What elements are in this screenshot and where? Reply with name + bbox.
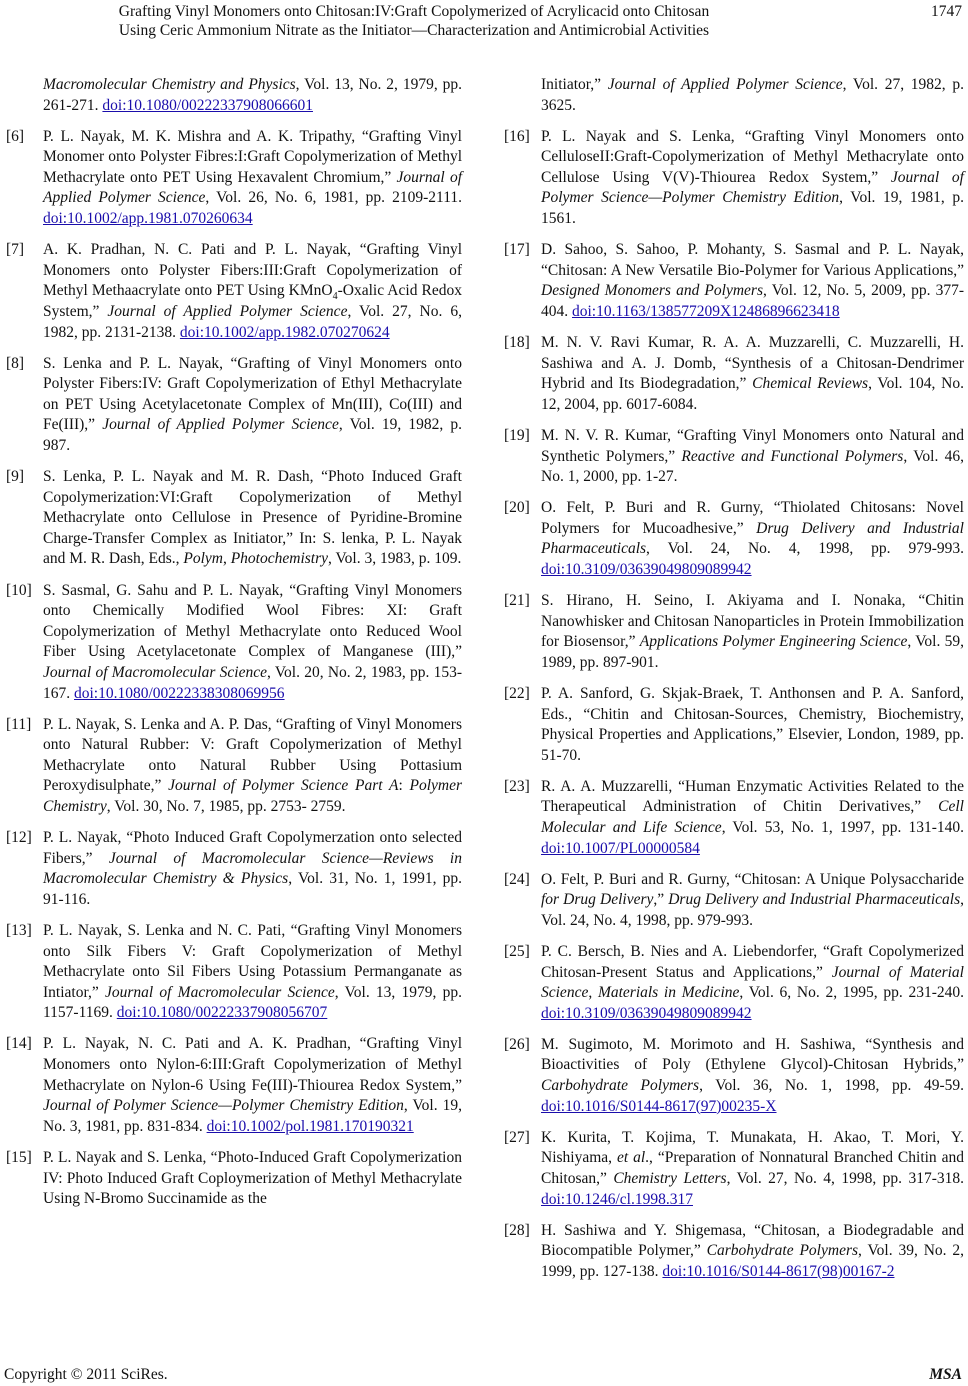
reference-text: P. L. Nayak and S. Lenka, “Photo-Induced Graft Copolymerization IV: Photo Induced Graft Coploymerization of Methyl Methacrylate Using N-Bromo Succinamide as the [43,1148,462,1208]
references-right-column [504,75,964,1293]
reference-entry [504,426,964,488]
reference-number: [10] [6,581,32,599]
reference-source-italic: Cell Molecular and Life Science [541,798,964,836]
doi-link[interactable]: doi:10.1080/00222338308069956 [74,684,285,702]
page-number: 1747 [931,3,962,20]
reference-number: [8] [6,354,25,372]
reference-text: M. N. V. R. Kumar, “Grafting Vinyl Monomers onto Natural and Synthetic Polymers,” [541,426,964,465]
reference-entry [6,921,462,1024]
reference-entry [6,467,462,570]
reference-text: -Oxalic Acid Redox System,” [43,282,462,320]
reference-source-italic: Journal of Polymer Science Part A [168,777,399,795]
reference-number: [13] [6,921,32,939]
reference-text: , Vol. 20, No. 2, 1983, pp. 153-167. [43,663,463,702]
doi-link[interactable]: doi:10.1080/00222337908056707 [116,1004,328,1022]
reference-text: , Vol. 27, No. 6, 1982, pp. 2131-2138. [43,302,462,341]
reference-source-italic: Journal of Applied Polymer Science [607,76,843,93]
reference-number: [24] [504,870,530,888]
reference-source-italic: Journal of Macromolecular Science [104,983,335,1001]
reference-number: [16] [504,127,530,145]
reference-source-italic: Polym [183,550,223,568]
reference-number: [26] [504,1035,530,1053]
reference-number: [28] [504,1221,530,1239]
reference-number: [17] [504,241,530,259]
reference-text: D. Sahoo, S. Sahoo, P. Mohanty, S. Sasmal and P. L. Nayak, “Chitosan: A New Versatile Bio-Polymer for Various Applications,” [541,241,964,279]
reference-text: K. Kurita, T. Kojima, T. Munakata, H. Akao, T. Mori, Y. Nishiyama, [541,1128,964,1167]
reference-text: , [588,984,598,1002]
reference-number: [9] [6,468,25,486]
reference-number: [27] [504,1128,530,1146]
reference-number: [12] [6,829,32,847]
reference-text: ,” [653,891,669,909]
reference-text: , Vol. 19, No. 3, 1981, pp. 831-834. [43,1097,462,1135]
reference-source-italic: Journal of Polymer Science—Polymer Chemistry Edition [43,1097,404,1115]
doi-link[interactable]: doi:10.1246/cl.1998.317 [541,1190,693,1208]
reference-text: S. Sasmal, G. Sahu and P. L. Nayak, “Grafting Vinyl Monomers onto Chemically Modified Wool Fibres: XI: Graft Copolymerization of Methyl Methacrylate onto Reduced Wool Fiber Using Acetylacetonate Complex of Manganese (III),” [43,581,462,661]
reference-text: S. Lenka and P. L. Nayak, “Grafting of Vinyl Monomers onto Polyster Fibers:IV: Graft Copolymerization of Ethyl Methacrylate on PET Using Acetylacetonate Complex of Mn(III), Co(III) and Fe(III),” [43,354,462,434]
reference-text: S. Lenka, P. L. Nayak and M. R. Dash, “Photo Induced Graft Copolymerization:VI:Graft Copolymerization of Methyl Methacrylate onto Cellulose in Presence of Pyridine-Bromine Charge-Transfer Complex as Initiator,” In: S. lenka, P. L. Nayak and M. R. Dash, Eds., [43,468,462,568]
reference-entry [6,715,462,818]
reference-text: O. Felt, P. Buri and R. Gurny, “Chitosan: A Unique Polysaccharide [541,870,964,888]
reference-entry [504,240,964,322]
reference-entry [504,1221,964,1283]
reference-entry [6,240,462,343]
doi-link[interactable]: doi:10.1016/S0144-8617(97)00235-X [541,1097,777,1115]
doi-link[interactable]: doi:10.1002/pol.1981.170190321 [206,1117,414,1135]
subscript-text: 4 [332,291,338,303]
journal-abbreviation: MSA [929,1366,962,1383]
reference-text: R. A. A. Muzzarelli, “Human Enzymatic Activities Related to the Therapeutical Administration of Chitin Derivatives,” [541,777,964,816]
reference-text: H. Sashiwa and Y. Shigemasa, “Chitosan, a Biodegradable and Biocompatible Polymer,” [541,1221,964,1260]
doi-link[interactable]: doi:10.1007/PL00000584 [541,839,700,857]
reference-source-italic: Journal of Macromolecular Science—Reviews in Macromolecular Chemistry & Physics [43,849,462,888]
doi-link[interactable]: doi:10.1002/app.1981.070260634 [43,210,253,228]
reference-text: , Vol. 36, No. 1, 1998, pp. 49-59. [699,1077,964,1095]
reference-source-italic: Drug Delivery and Industrial Pharmaceuticals [541,519,964,558]
reference-text: , Vol. 19, 1981, p. 1561. [541,189,964,228]
reference-entry [504,591,964,673]
reference-text: , Vol. 12, No. 5, 2009, pp. 377-404. [541,282,964,320]
reference-text: P. L. Nayak, S. Lenka and A. P. Das, “Grafting of Vinyl Monomers onto Natural Rubber: V: Graft Copolymerization of Methyl Methacrylate onto Natural Rubber Using Pottasium Peroxydisulphate,” [43,715,462,795]
reference-source-italic: Reactive and Functional Polymers [681,447,904,465]
reference-source-italic: Applications Polymer Engineering Science [639,633,908,651]
reference-text: , Vol. 13, No. 2, 1979, pp. 261-271. [43,76,462,114]
reference-text: ., “Preparation of Nonnatural Branched Chitin and Chitosan,” [541,1149,964,1187]
doi-link[interactable]: doi:10.1080/00222337908066601 [102,96,313,114]
reference-source-italic: Journal of Polymer Science—Polymer Chemistry Edition [541,168,964,207]
reference-source-italic: for Drug Delivery [541,891,654,909]
reference-number: [25] [504,942,530,960]
reference-entry [504,1128,964,1210]
reference-text: , Vol. 24, No. 4, 1998, pp. 979-993. [646,540,964,558]
reference-entry [504,684,964,766]
reference-number: [6] [6,127,25,145]
reference-text: , Vol. 53, No. 1, 1997, pp. 131-140. [721,819,964,836]
reference-source-italic: et al [616,1149,646,1167]
reference-source-italic: Polymer Chemistry [43,777,462,815]
reference-text: : [398,777,410,795]
reference-text: , Vol. 27, No. 4, 1998, pp. 317-318. [726,1169,965,1187]
references-left-column [6,75,462,1220]
reference-source-italic: Macromolecular Chemistry and Physics [43,76,296,93]
reference-text: A. K. Pradhan, N. C. Pati and P. L. Nayak, “Grafting Vinyl Monomers onto Polyster Fibers:III:Graft Copolymerization of Methyl Methaacrylate onto PET Using KMnO [43,241,462,300]
reference-text: , Vol. 46, No. 1, 2000, pp. 1-27. [541,447,964,486]
reference-entry [6,828,462,910]
reference-entry [504,75,964,116]
reference-source-italic: Carbohydrate Polymers [541,1077,700,1095]
reference-number: [23] [504,777,530,795]
reference-text: P. L. Nayak, “Photo Induced Graft Copolymerzation onto selected Fibers,” [43,829,462,867]
page-footer [0,1365,968,1386]
header-title-line1: Grafting Vinyl Monomers onto Chitosan:IV:Graft Copolymerized of Acrylicacid onto Chitosan [118,3,710,20]
doi-link[interactable]: doi:10.3109/03639049809089942 [541,560,752,578]
reference-number: [14] [6,1035,32,1053]
reference-text: , [222,550,231,568]
reference-entry [504,777,964,859]
header-title-line2: Using Ceric Ammonium Nitrate as the Initiator—Characterization and Antimicrobial Activities [118,22,710,39]
reference-source-italic: Drug Delivery and Industrial Pharmaceuticals [668,891,961,909]
copyright-notice: Copyright © 2011 SciRes. [4,1366,168,1383]
reference-entry [6,75,462,116]
reference-entry [504,333,964,415]
reference-entry [504,942,964,1024]
reference-entry [504,498,964,580]
doi-link[interactable]: doi:10.1002/app.1982.070270624 [179,323,390,341]
reference-text: , Vol. 13, 1979, pp. 1157-1169. [43,983,462,1022]
reference-entry [6,1034,462,1137]
reference-source-italic: Photochemistry [230,550,329,568]
reference-source-italic: Chemical Reviews [752,375,869,393]
reference-entry [504,1035,964,1117]
reference-number: [19] [504,426,530,444]
reference-source-italic: Chemistry Letters [613,1169,727,1187]
reference-source-italic: Designed Monomers and Polymers [541,282,763,300]
doi-link[interactable]: doi:10.3109/03639049809089942 [541,1004,752,1022]
reference-source-italic: Materials in Medicine [597,984,740,1002]
reference-number: [15] [6,1148,32,1166]
reference-text: P. L. Nayak and S. Lenka, “Grafting Vinyl Monomers onto CelluloseII:Graft-Copolymerization of Methyl Methacrylate onto Cellulose Using V(V)-Thiourea Redox System,” [541,127,964,186]
reference-text: , Vol. 6, No. 2, 1995, pp. 231-240. [739,984,965,1002]
reference-number: [18] [504,334,530,352]
doi-link[interactable]: doi:10.1163/138577209X12486896623418 [572,302,840,320]
reference-text: M. N. V. Ravi Kumar, R. A. A. Muzzarelli, C. Muzzarelli, H. Sashiwa and A. J. Domb, “Synthesis of a Chitosan-Dendrimer Hybrid and Its Biodegradation,” [541,334,964,393]
reference-text: , Vol. 26, No. 6, 1981, pp. 2109-2111. [205,189,462,207]
reference-entry [6,581,462,705]
reference-text: P. L. Nayak, N. C. Pati and A. K. Pradhan, “Grafting Vinyl Monomers onto Nylon-6:III:Graft Copolymerization of Methyl Methacrylate on Nylon-6 Using Fe(III)-Thiourea Redox System,” [43,1035,462,1094]
reference-number: [20] [504,499,530,517]
reference-text: P. L. Nayak, M. K. Mishra and A. K. Tripathy, “Grafting Vinyl Monomer onto Polyster Fibres:I:Graft Copolymerization of Methyl Methacrylate onto PET Using Hexavalent Chromium,” [43,127,462,186]
running-header [0,0,968,48]
reference-entry [6,127,462,230]
reference-text: , Vol. 104, No. 12, 2004, pp. 6017-6084. [541,375,964,413]
reference-text: S. Hirano, H. Seino, I. Akiyama and I. Nonaka, “Chitin Nanowhisker and Chitosan Nanoparticles in Protein Immobilization for Biosensor,” [541,592,964,651]
reference-text: , Vol. 31, No. 1, 1991, pp. 91-116. [43,870,462,908]
reference-text: O. Felt, P. Buri and R. Gurny, “Thiolated Chitosans: Novel Polymers for Mucoadhesive,” [541,499,964,537]
reference-entry [504,870,964,932]
reference-entry [6,354,462,457]
reference-number: [11] [6,715,32,733]
doi-link[interactable]: doi:10.1016/S0144-8617(98)00167-2 [662,1262,895,1280]
reference-source-italic: Journal of Macromolecular Science [43,663,267,681]
reference-text: P. A. Sanford, G. Skjak-Braek, T. Anthonsen and P. A. Sanford, Eds., “Chitin and Chitosan-Sources, Chemistry, Biochemistry, Physical Properties and Applications,” Elsevier, London, 1989, pp. 51-70. [541,684,964,764]
reference-text: , Vol. 3, 1983, p. 109. [328,550,462,568]
reference-text: , Vol. 59, 1989, pp. 897-901. [541,633,964,671]
reference-text: Initiator,” [541,76,608,93]
reference-text: , Vol. 27, 1982, p. 3625. [541,76,964,114]
reference-entry [6,1148,462,1210]
reference-entry [504,127,964,230]
reference-text: M. Sugimoto, M. Morimoto and H. Sashiwa, “Synthesis and Bioactivities of Poly (Ethylene Glycol)-Chitosan Hybrids,” [541,1035,964,1074]
reference-text: , Vol. 24, No. 4, 1998, pp. 979-993. [541,891,965,929]
reference-text: P. L. Nayak, S. Lenka and N. C. Pati, “Grafting Vinyl Monomers onto Silk Fibers V: Graft Copolymerization of Methyl Methacrylate onto Sil Fibers Using Potassium Permanganate as Intiator,” [43,921,462,1001]
reference-source-italic: Carbohydrate Polymers [706,1242,859,1260]
reference-text: , Vol. 30, No. 7, 1985, pp. 2753- 2759. [106,798,346,815]
reference-number: [22] [504,684,530,702]
reference-text: , Vol. 39, No. 2, 1999, pp. 127-138. [541,1242,964,1280]
reference-number: [21] [504,592,530,610]
reference-source-italic: Journal of Applied Polymer Science [107,302,348,320]
reference-text: P. C. Bersch, B. Nies and A. Liebendorfer, “Graft Copolymerized Chitosan-Present Status and Applications,” [541,942,964,981]
reference-source-italic: Journal of Applied Polymer Science [43,168,463,207]
reference-text: , Vol. 19, 1982, p. 987. [43,416,462,454]
reference-source-italic: Journal of Material Science [541,963,964,1002]
reference-source-italic: Journal of Applied Polymer Science [102,416,339,434]
reference-number: [7] [6,241,25,259]
